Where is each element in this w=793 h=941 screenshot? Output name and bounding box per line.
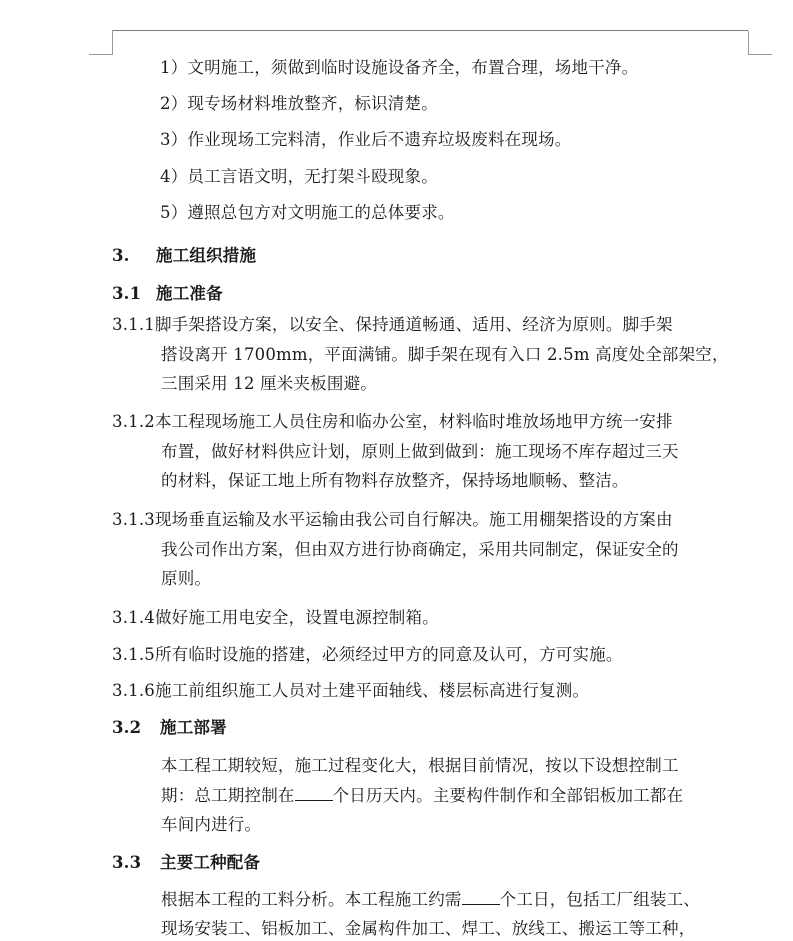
section-heading-3-1 [112,284,223,304]
clause-3-1-3-line-2: 我公司作出方案，但由双方进行协商确定，采用共同制定，保证安全的 [161,540,679,559]
clause-text: 脚手架搭设方案，以安全、保持通道畅通、适用、经济为原则。脚手架 [154,315,673,334]
list-number: 2） [160,94,188,113]
clause-3-1-5 [112,645,623,665]
clause-3-1-3-line-1 [112,510,673,530]
section-3-2-para-line-3: 车间内进行。 [161,815,262,834]
fill-in-blank[interactable] [462,890,500,905]
para-text: 根据本工程的工料分析。本工程施工约需 [161,890,462,909]
section-number: 3.2 [112,718,142,737]
list-text: 文明施工，须做到临时设施设备齐全，布置合理，场地干净。 [187,58,639,77]
clause-text: 现场垂直运输及水平运输由我公司自行解决。施工用棚架搭设的方案由 [154,510,673,529]
clause-number: 3.1.1 [112,315,155,334]
section-3-2-para-line-2 [161,786,683,806]
clause-3-1-1-line-2: 搭设离开 1700mm，平面满铺。脚手架在现有入口 2.5m 高度处全部架空， [161,345,729,364]
para-text: 个日历天内。主要构件制作和全部铝板加工都在 [332,786,684,805]
section-title: 施工部署 [160,718,227,737]
list-number: 4） [160,167,188,186]
clause-3-1-4 [112,608,439,628]
section-number: 3.3 [112,853,142,872]
section-title: 施工准备 [156,284,223,303]
right-margin-mark-horizontal [748,54,772,55]
clause-number: 3.1.5 [112,645,155,664]
list-item [160,58,638,78]
section-heading-3-2 [112,718,227,738]
clause-number: 3.1.6 [112,681,155,700]
list-number: 1） [160,58,188,77]
clause-3-1-2-line-3: 的材料，保证工地上所有物料存放整齐，保持场地顺畅、整洁。 [161,471,629,490]
list-item [160,130,572,150]
section-number: 3. [112,246,130,265]
clause-3-1-1-line-1 [112,315,673,335]
clause-number: 3.1.4 [112,608,155,627]
section-3-3-para-line-2: 现场安装工、铝板加工、金属构件加工、焊工、放线工、搬运工等工种， [161,919,696,938]
section-heading-3 [112,246,256,266]
list-item [160,203,455,223]
clause-3-1-3-line-3: 原则。 [161,569,212,588]
clause-3-1-1-line-3: 三围采用 12 厘米夹板围避。 [161,374,377,393]
clause-3-1-2-line-1 [112,412,673,432]
left-margin-mark-vertical [112,30,113,55]
clause-text: 做好施工用电安全，设置电源控制箱。 [154,608,439,627]
para-text: 期：总工期控制在 [161,786,295,805]
list-number: 5） [160,203,188,222]
list-number: 3） [160,130,188,149]
list-text: 员工言语文明，无打架斗殴现象。 [187,167,438,186]
clause-text: 施工前组织施工人员对土建平面轴线、楼层标高进行复测。 [154,681,590,700]
clause-number: 3.1.3 [112,510,155,529]
section-title: 施工组织措施 [156,246,257,265]
list-text: 现专场材料堆放整齐，标识清楚。 [187,94,438,113]
list-text: 作业现场工完料清，作业后不遗弃垃圾废料在现场。 [187,130,572,149]
clause-text: 本工程现场施工人员住房和临办公室，材料临时堆放场地甲方统一安排 [154,412,673,431]
para-text: 个工日，包括工厂组装工、 [499,890,701,909]
list-item [160,94,438,114]
section-3-2-para-line-1: 本工程工期较短，施工过程变化大，根据目前情况，按以下设想控制工 [161,756,679,775]
section-heading-3-3 [112,853,260,873]
section-title: 主要工种配备 [160,853,261,872]
fill-in-blank[interactable] [295,786,333,801]
clause-3-1-2-line-2: 布置，做好材料供应计划，原则上做到做到：施工现场不库存超过三天 [161,442,679,461]
clause-number: 3.1.2 [112,412,155,431]
section-number: 3.1 [112,284,142,303]
left-margin-mark-horizontal [89,54,113,55]
section-3-3-para-line-1 [161,890,700,910]
list-item [160,167,438,187]
header-margin-line [113,30,748,31]
list-text: 遵照总包方对文明施工的总体要求。 [187,203,455,222]
clause-text: 所有临时设施的搭建，必须经过甲方的同意及认可，方可实施。 [154,645,623,664]
clause-3-1-6 [112,681,589,701]
right-margin-mark-vertical [748,31,749,55]
